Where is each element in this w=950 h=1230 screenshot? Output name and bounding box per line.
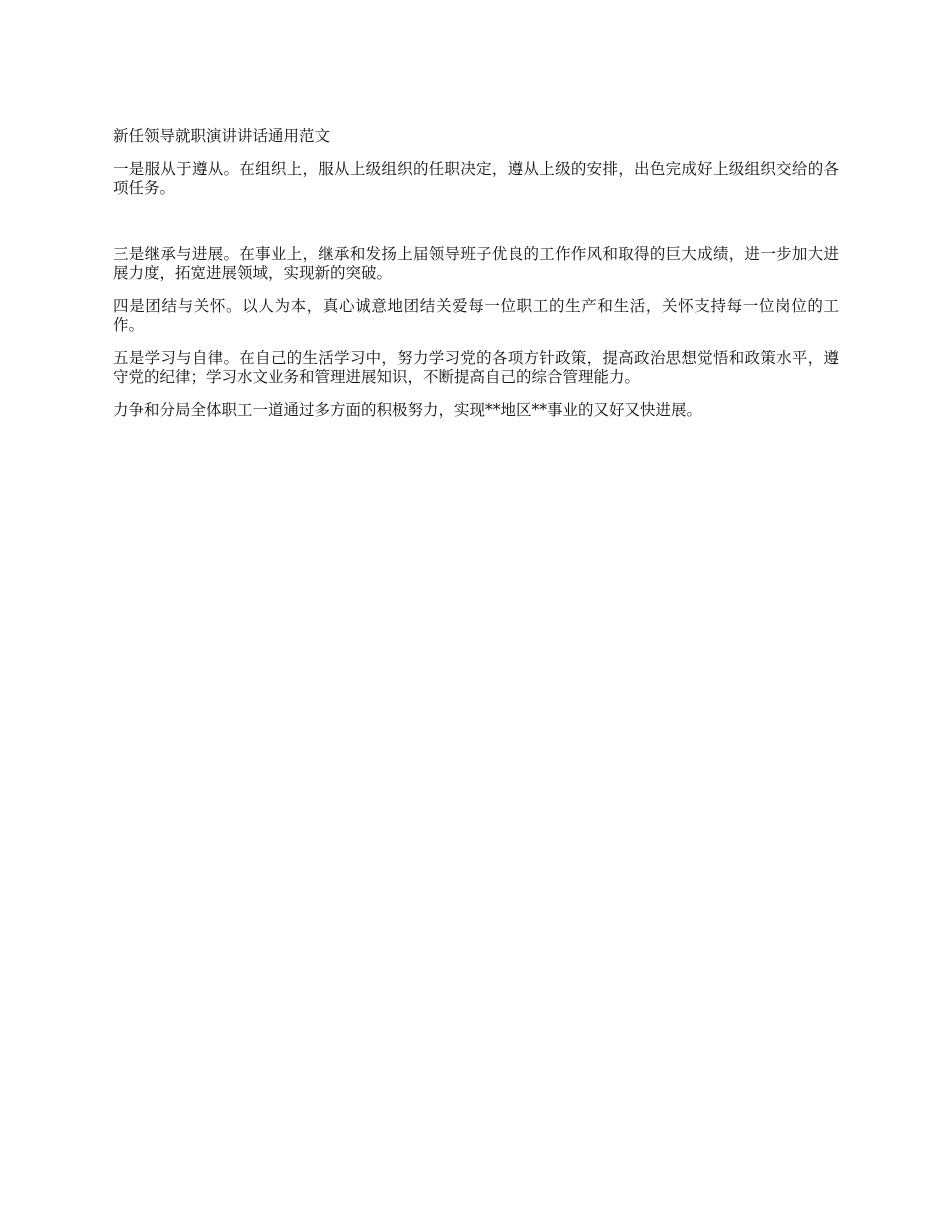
paragraph-1: 一是服从于遵从。在组织上，服从上级组织的任职决定，遵从上级的安排，出色完成好上级组织交给的各项任务。 (113, 160, 839, 197)
paragraph-4: 五是学习与自律。在自己的生活学习中，努力学习党的各项方针政策，提高政治思想觉悟和政策水平，遵守党的纪律；学习水文业务和管理进展知识，不断提高自己的综合管理能力。 (113, 349, 839, 386)
blank-gap (113, 212, 839, 245)
paragraph-5: 力争和分局全体职工一道通过多方面的积极努力，实现**地区**事业的又好又快进展。 (113, 401, 703, 419)
paragraph-3: 四是团结与关怀。以人为本，真心诚意地团结关爱每一位职工的生产和生活，关怀支持每一位岗位的工作。 (113, 297, 839, 334)
document-title: 新任领导就职演讲讲话通用范文 (113, 127, 331, 145)
document-page (113, 126, 839, 434)
paragraph-2: 三是继承与进展。在事业上，继承和发扬上届领导班子优良的工作作风和取得的巨大成绩，进一步加大进展力度，拓宽进展领域，实现新的突破。 (113, 245, 839, 282)
